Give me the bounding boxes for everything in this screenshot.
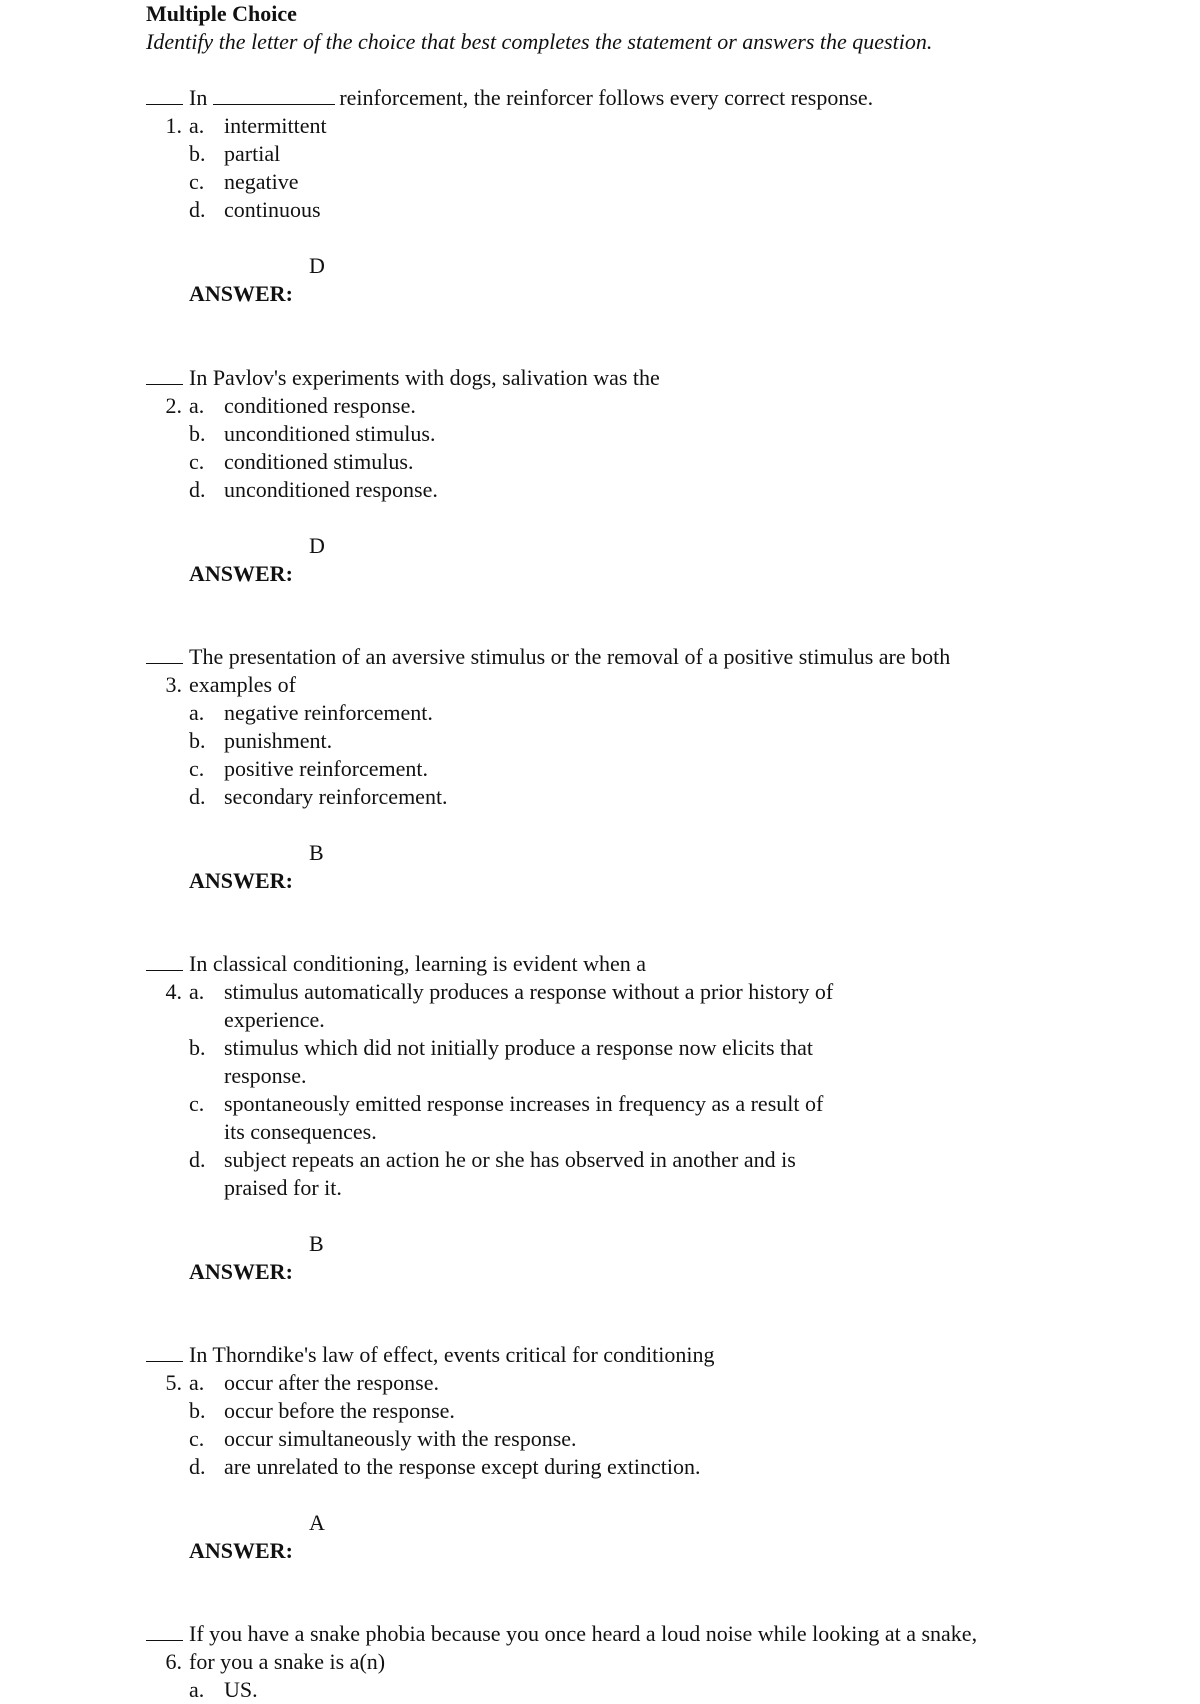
answer-label: ANSWER: (189, 281, 293, 306)
choice-text-line-2: praised for it. (224, 1175, 342, 1200)
choice-letter: c. (189, 449, 205, 474)
choice-text-line-2: experience. (224, 1007, 325, 1032)
choice-letter: c. (189, 1091, 205, 1116)
question-number: 5. (165, 1370, 182, 1395)
answer-blank-line[interactable] (146, 104, 183, 105)
stem-before-blank: In (189, 85, 208, 110)
question-stem-line-2: examples of (189, 672, 296, 697)
choice-letter: b. (189, 1398, 206, 1423)
answer-label: ANSWER: (189, 1259, 293, 1284)
choice-text: positive reinforcement. (224, 756, 429, 781)
answer-blank-line[interactable] (146, 663, 183, 664)
instructions-text: Identify the letter of the choice that best completes the statement or answers the question. (146, 29, 933, 54)
choice-letter: a. (189, 1370, 205, 1395)
answer-blank-line[interactable] (146, 1640, 183, 1641)
choice-text: unconditioned response. (224, 477, 438, 502)
choice-text-line-1: stimulus automatically produces a response without a prior history of (224, 979, 834, 1004)
question-stem: In classical conditioning, learning is evident when a (189, 951, 646, 976)
question-number: 1. (165, 113, 182, 138)
question-stem: In Thorndike's law of effect, events critical for conditioning (189, 1342, 715, 1367)
choice-letter: d. (189, 197, 206, 222)
question-stem-line-1: If you have a snake phobia because you once heard a loud noise while looking at a snake, (189, 1621, 978, 1646)
answer-value: A (309, 1510, 325, 1535)
choice-text: punishment. (224, 728, 333, 753)
choice-letter: b. (189, 728, 206, 753)
question-stem-line-2: for you a snake is a(n) (189, 1649, 386, 1674)
answer-value: B (309, 1231, 324, 1256)
choice-text: intermittent (224, 113, 327, 138)
choice-text-line-1: spontaneously emitted response increases in frequency as a result of (224, 1091, 824, 1116)
choice-text: occur before the response. (224, 1398, 455, 1423)
choice-text: are unrelated to the response except during extinction. (224, 1454, 701, 1479)
choice-text: partial (224, 141, 281, 166)
choice-text: occur after the response. (224, 1370, 440, 1395)
question-stem-line-1: The presentation of an aversive stimulus or the removal of a positive stimulus are both (189, 644, 951, 669)
stem-after-blank: reinforcement, the reinforcer follows every correct response. (339, 85, 874, 110)
choice-letter: a. (189, 1677, 205, 1702)
section-heading: Multiple Choice (146, 1, 297, 26)
choice-letter: c. (189, 1426, 205, 1451)
answer-label: ANSWER: (189, 868, 293, 893)
choice-letter: d. (189, 1454, 206, 1479)
choice-letter: c. (189, 169, 205, 194)
question-stem (189, 84, 1069, 112)
choice-text: conditioned response. (224, 393, 416, 418)
question-number: 6. (165, 1649, 182, 1674)
choice-text-line-2: response. (224, 1063, 307, 1088)
choice-letter: b. (189, 1035, 206, 1060)
answer-value: D (309, 253, 325, 278)
answer-blank-line[interactable] (146, 384, 183, 385)
question-number: 4. (165, 979, 182, 1004)
choice-text: negative (224, 169, 299, 194)
answer-blank-line[interactable] (146, 1361, 183, 1362)
choice-letter: d. (189, 784, 206, 809)
choice-letter: b. (189, 141, 206, 166)
choice-letter: d. (189, 1147, 206, 1172)
answer-label: ANSWER: (189, 561, 293, 586)
question-number: 2. (165, 393, 182, 418)
choice-text: unconditioned stimulus. (224, 421, 436, 446)
choice-letter: c. (189, 756, 205, 781)
question-number: 3. (165, 672, 182, 697)
question-stem: In Pavlov's experiments with dogs, salivation was the (189, 365, 660, 390)
choice-letter: b. (189, 421, 206, 446)
choice-text: negative reinforcement. (224, 700, 433, 725)
choice-text-line-1: subject repeats an action he or she has observed in another and is (224, 1147, 796, 1172)
choice-text: occur simultaneously with the response. (224, 1426, 577, 1451)
choice-text: US. (224, 1677, 258, 1702)
answer-label: ANSWER: (189, 1538, 293, 1563)
choice-letter: d. (189, 477, 206, 502)
choice-text-line-1: stimulus which did not initially produce a response now elicits that (224, 1035, 814, 1060)
choice-text-line-2: its consequences. (224, 1119, 377, 1144)
choice-letter: a. (189, 393, 205, 418)
choice-letter: a. (189, 979, 205, 1004)
choice-text: conditioned stimulus. (224, 449, 414, 474)
choice-letter: a. (189, 113, 205, 138)
fill-in-blank (213, 84, 335, 105)
answer-value: B (309, 840, 324, 865)
answer-blank-line[interactable] (146, 970, 183, 971)
choice-text: continuous (224, 197, 321, 222)
choice-letter: a. (189, 700, 205, 725)
choice-text: secondary reinforcement. (224, 784, 448, 809)
answer-value: D (309, 533, 325, 558)
